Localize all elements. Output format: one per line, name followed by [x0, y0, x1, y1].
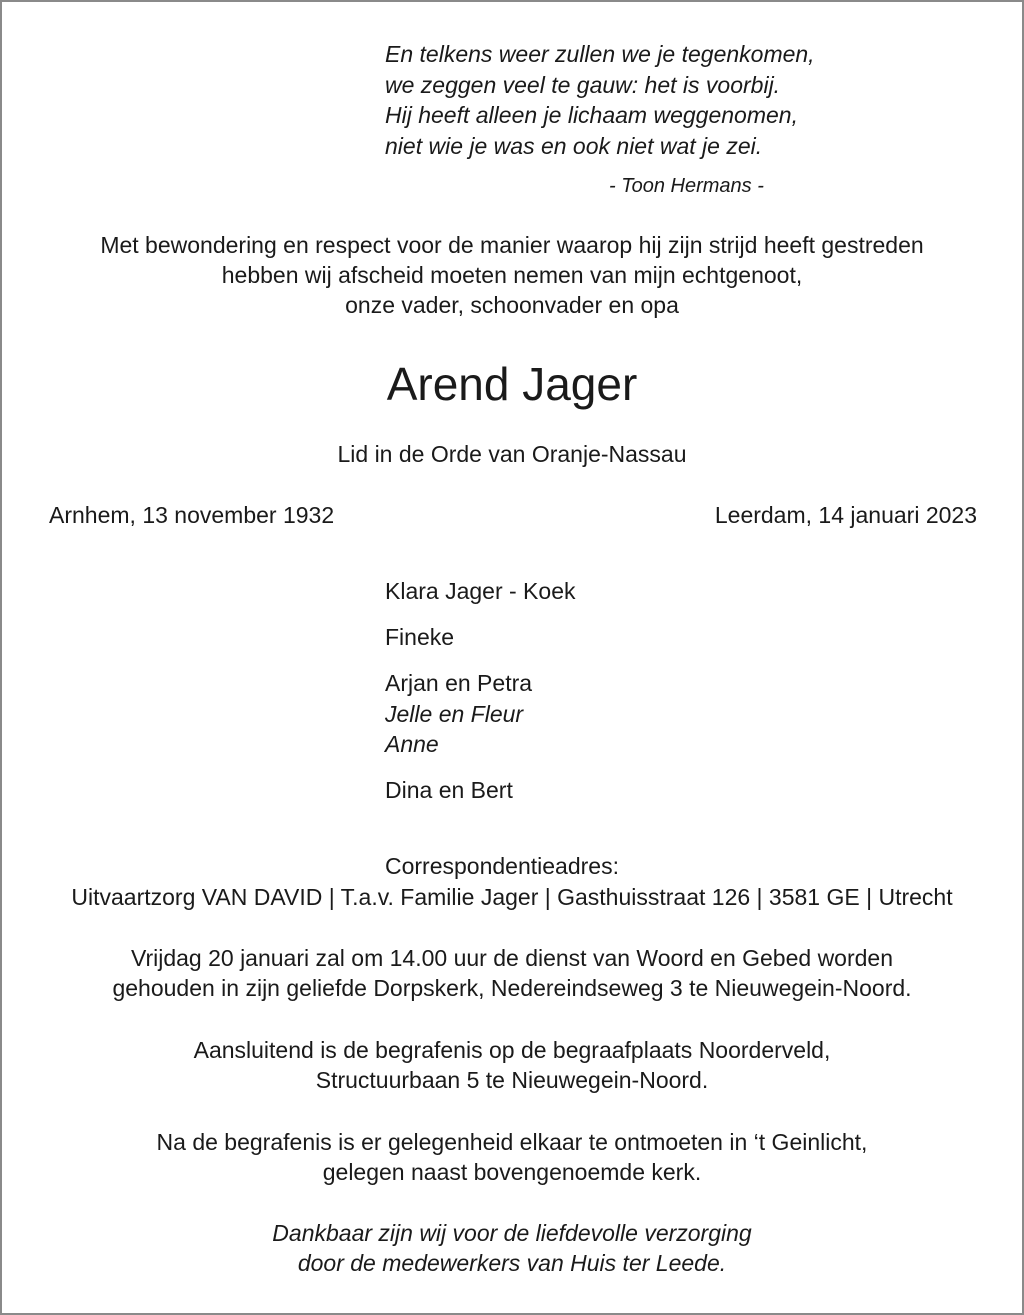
intro-line: Met bewondering en respect voor de manier waarop hij zijn strijd heeft gestreden	[100, 232, 924, 258]
honor: Lid in de Orde van Oranje-Nassau	[337, 441, 687, 467]
family-grandchild: Jelle en Fleur	[385, 700, 524, 727]
service-line: gehouden in zijn geliefde Dorpskerk, Nedereindseweg 3 te Nieuwegein-Noord.	[112, 975, 912, 1001]
poem-line: we zeggen veel te gauw: het is voorbij.	[385, 71, 781, 98]
service-line: Vrijdag 20 januari zal om 14.00 uur de dienst van Woord en Gebed worden	[130, 945, 894, 971]
intro-text	[2, 230, 1022, 320]
correspondence-address: Uitvaartzorg VAN DAVID | T.a.v. Familie Jager | Gasthuisstraat 126 | 3581 GE | Utrecht	[71, 884, 953, 910]
family-child: Fineke	[385, 624, 455, 650]
intro-line: hebben wij afscheid moeten nemen van mijn echtgenoot,	[221, 262, 803, 288]
thanks-line: door de medewerkers van Huis ter Leede.	[297, 1250, 727, 1276]
deceased-name: Arend Jager	[386, 358, 638, 410]
correspondence-label: Correspondentieadres:	[385, 853, 619, 879]
poem-author: - Toon Hermans -	[609, 175, 764, 197]
burial-text	[2, 1035, 1022, 1095]
gathering-text	[2, 1127, 1022, 1187]
death-place-date: Leerdam, 14 januari 2023	[714, 502, 977, 528]
intro-line: onze vader, schoonvader en opa	[345, 292, 679, 318]
poem-line: En telkens weer zullen we je tegenkomen,	[385, 41, 815, 67]
gathering-line: Na de begrafenis is er gelegenheid elkaar te ontmoeten in ‘t Geinlicht,	[156, 1129, 868, 1155]
thanks-line: Dankbaar zijn wij voor de liefdevolle verzorging	[272, 1220, 752, 1246]
family-spouse: Klara Jager - Koek	[385, 578, 576, 604]
family-child: Dina en Bert	[385, 777, 513, 803]
poem-line: niet wie je was en ook niet wat je zei.	[385, 132, 763, 159]
poem-line: Hij heeft alleen je lichaam weggenomen,	[385, 102, 798, 128]
family-grandchild: Anne	[385, 731, 439, 757]
family-child-group	[385, 668, 532, 760]
burial-line: Structuurbaan 5 te Nieuwegein-Noord.	[315, 1067, 709, 1093]
poem	[385, 39, 815, 161]
burial-line: Aansluitend is de begrafenis op de begraafplaats Noorderveld,	[193, 1037, 831, 1063]
service-text	[2, 943, 1022, 1003]
thanks-text	[2, 1218, 1022, 1278]
birth-place-date: Arnhem, 13 november 1932	[49, 502, 335, 528]
gathering-line: gelegen naast bovengenoemde kerk.	[322, 1159, 702, 1185]
family-child: Arjan en Petra	[385, 670, 533, 696]
